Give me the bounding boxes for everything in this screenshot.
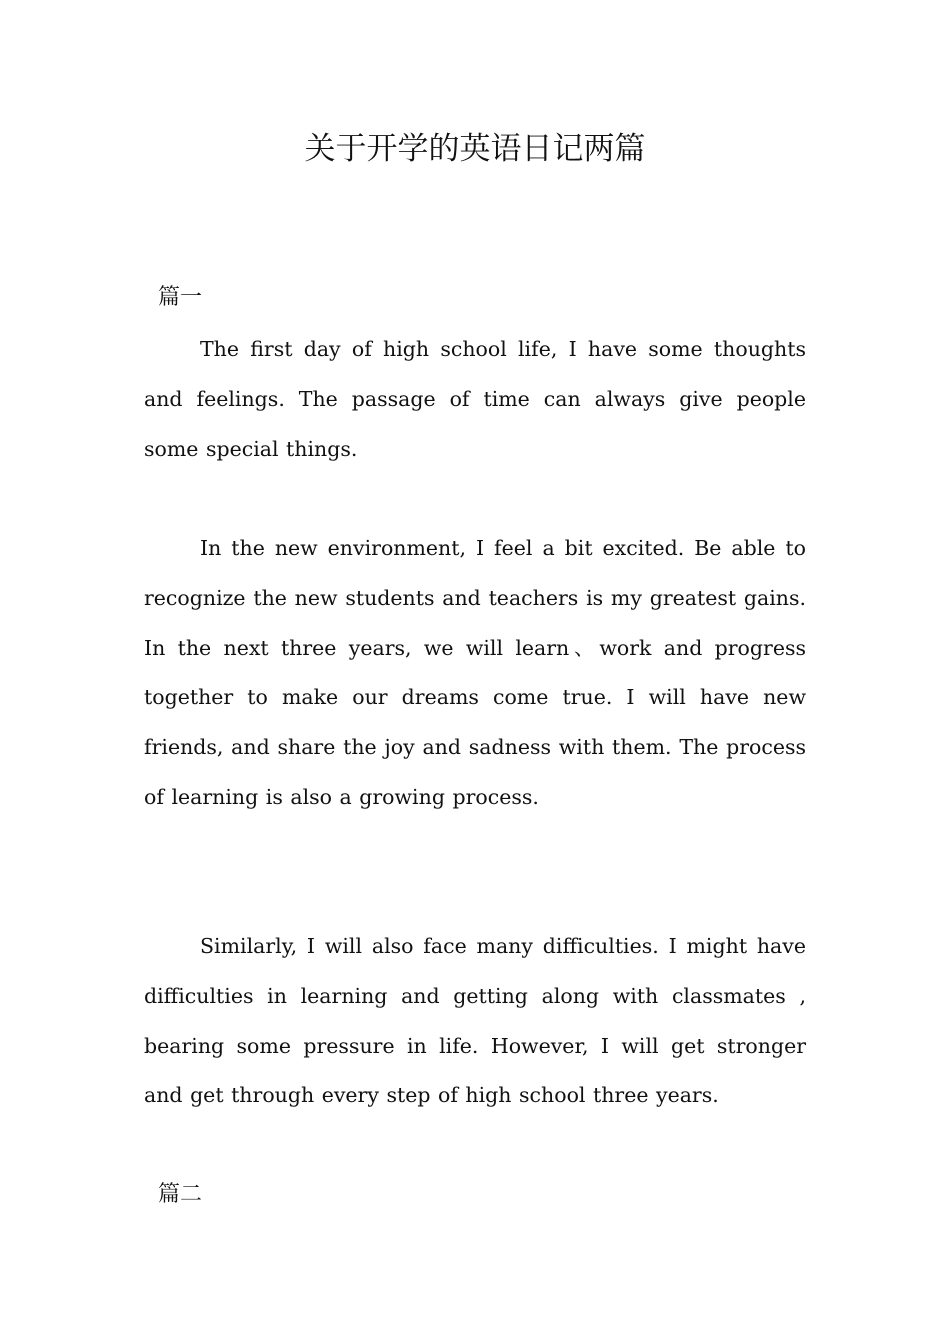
paragraph-1: The first day of high school life, I have some thoughts and feelings. The passage of time can always give people some special things. (144, 337, 806, 461)
section-label-1: 篇一 (158, 285, 203, 310)
paragraph-3: Similarly, I will also face many difficulties. I might have difficulties in learning and getting along with classmates , bearing some pressure in life. However, I will get stronger and get through every step of high school three years. (144, 934, 806, 1108)
section-label-2: 篇二 (158, 1182, 203, 1207)
document-title: 关于开学的英语日记两篇 (304, 131, 646, 167)
paragraph-2: In the new environment, I feel a bit excited. Be able to recognize the new students and teachers is my greatest gains. In the next three years, we will learn、work and progress together to make our dreams come true. I will have new friends, and share the joy and sadness with them. The process of learning is also a growing process. (144, 536, 806, 809)
